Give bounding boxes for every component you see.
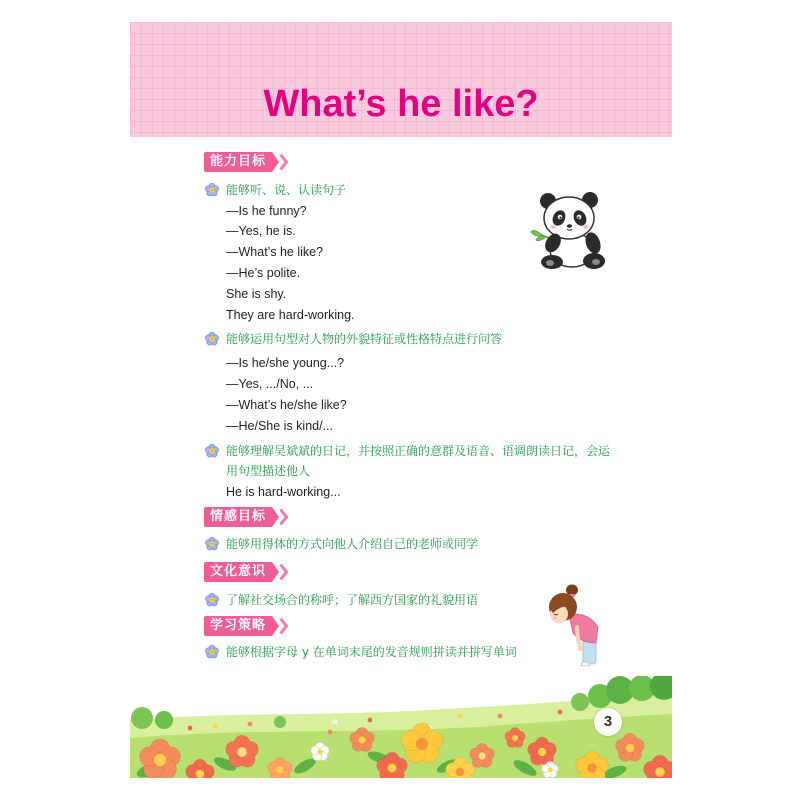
title-banner [130, 22, 672, 137]
flower-bullet-icon [205, 332, 219, 346]
flower-bullet-icon [205, 444, 219, 458]
flower-bullet-icon [205, 645, 219, 659]
page-title: What’s he like? [263, 83, 539, 125]
goal-text: 能够根据字母 y 在单词末尾的发音规则拼读并拼写单词 [226, 645, 517, 659]
goal-text: 能够听、说、认读句子 [226, 183, 347, 197]
section-label-learning-strategies: 学习策略 [204, 616, 272, 636]
example-sentence: —He’s polite. [226, 266, 301, 280]
flower-bullet-icon [205, 537, 219, 551]
example-sentence: —Yes, .../No, ... [226, 377, 314, 391]
example-sentence: He is hard-working... [226, 485, 341, 499]
section-label-cultural-awareness: 文化意识 [204, 562, 272, 582]
goal-text: 能够理解吴斌斌的日记，并按照正确的意群及语音、语调朗读日记，会运 [226, 444, 611, 458]
example-sentence: She is shy. [226, 287, 287, 301]
example-sentence: —Yes, he is. [226, 224, 296, 238]
goal-text-continued: 用句型描述他人 [226, 464, 311, 478]
example-sentence: —What’s he like? [226, 245, 324, 259]
goal-text: 能够用得体的方式向他人介绍自己的老师或同学 [226, 537, 479, 551]
example-sentence: They are hard-working. [226, 308, 355, 322]
flower-garden-illustration [130, 676, 672, 778]
example-sentence: —Is he funny? [226, 204, 307, 218]
flower-bullet-icon [205, 593, 219, 607]
page-number: 3 [594, 708, 622, 736]
chevron-right-icon [272, 562, 290, 582]
girl-illustration [543, 583, 603, 667]
chevron-right-icon [272, 152, 290, 172]
example-sentence: —Is he/she young...? [226, 356, 345, 370]
chevron-right-icon [272, 616, 290, 636]
example-sentence: —He/She is kind/... [226, 419, 333, 433]
flower-bullet-icon [205, 183, 219, 197]
goal-text: 了解社交场合的称呼；了解西方国家的礼貌用语 [226, 593, 479, 607]
example-sentence: —What’s he/she like? [226, 398, 347, 412]
section-label-emotional-goals: 情感目标 [204, 507, 272, 527]
chevron-right-icon [272, 507, 290, 527]
panda-illustration [530, 188, 610, 270]
section-label-ability-goals: 能力目标 [204, 152, 272, 172]
goal-text: 能够运用句型对人物的外貌特征或性格特点进行问答 [226, 332, 503, 346]
